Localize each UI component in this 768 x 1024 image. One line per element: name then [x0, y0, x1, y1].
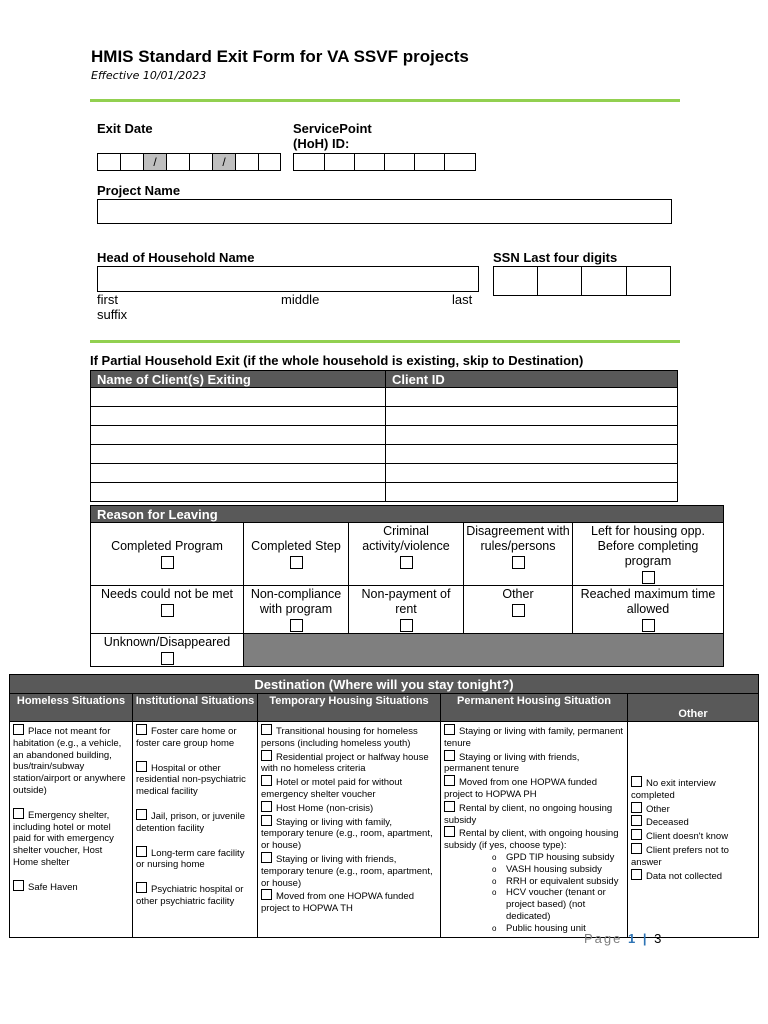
- option-label: No exit interview completed: [631, 778, 716, 801]
- date-separator: /: [144, 154, 167, 170]
- option-label: Residential project or halfway house with no homeless criteria: [261, 751, 429, 775]
- servicepoint-label-line1: ServicePoint: [293, 121, 372, 136]
- option-item: [13, 808, 129, 869]
- checkbox[interactable]: [400, 619, 413, 632]
- option-label: Client prefers not to answer: [631, 845, 729, 868]
- client-name-cell[interactable]: [91, 407, 386, 426]
- option-label: Client doesn't know: [646, 831, 729, 843]
- id-digit[interactable]: [294, 154, 325, 170]
- option-label: Foster care home or foster care group home: [136, 726, 237, 749]
- reason-label: Completed Step: [251, 539, 341, 553]
- option-label: Staying or living with friends, temporary tenure (e.g., room, apartment, or house): [261, 853, 433, 889]
- client-id-cell[interactable]: [386, 464, 678, 483]
- reason-option: [349, 523, 464, 586]
- option-item: [13, 880, 129, 894]
- table-row: [91, 483, 678, 502]
- client-id-cell[interactable]: [386, 388, 678, 407]
- option-label: Moved from one HOPWA funded project to HOPWA TH: [261, 891, 414, 915]
- reason-label: Non-compliance with program: [250, 587, 342, 616]
- client-id-cell[interactable]: [386, 407, 678, 426]
- client-name-cell[interactable]: [91, 426, 386, 445]
- reason-option: [464, 523, 573, 586]
- homeless-cell: [10, 722, 133, 938]
- checkbox[interactable]: [512, 604, 525, 617]
- option-label: Hotel or motel paid for without emergency shelter voucher: [261, 777, 403, 800]
- date-digit[interactable]: [236, 154, 259, 170]
- ssn-label: SSN Last four digits: [493, 250, 618, 265]
- option-label: Safe Haven: [28, 881, 78, 893]
- reason-label: Reached maximum time allowed: [580, 587, 716, 616]
- reason-label: Other: [502, 587, 534, 601]
- reason-label: Disagreement with rules/persons: [466, 524, 570, 553]
- table-row: [91, 407, 678, 426]
- checkbox[interactable]: [290, 619, 303, 632]
- page-word: Page: [584, 931, 623, 946]
- page-total: 3: [654, 931, 664, 946]
- checkbox[interactable]: [136, 882, 147, 893]
- id-digit[interactable]: [445, 154, 473, 170]
- hoh-name-input[interactable]: [97, 266, 479, 292]
- checkbox[interactable]: [631, 776, 642, 787]
- permanent-cell: [441, 722, 628, 938]
- checkbox[interactable]: [642, 619, 655, 632]
- checkbox[interactable]: [13, 808, 24, 819]
- option-label: Rental by client, with ongoing housing subsidy (if yes, choose type):: [444, 828, 619, 852]
- client-id-cell[interactable]: [386, 483, 678, 502]
- option-label: Data not collected: [646, 870, 723, 882]
- option-label: Deceased: [646, 817, 689, 829]
- date-digit[interactable]: [259, 154, 280, 170]
- option-item: [631, 869, 755, 883]
- ssn-digit[interactable]: [494, 267, 538, 295]
- checkbox[interactable]: [444, 826, 455, 837]
- ssn-digit[interactable]: [538, 267, 582, 295]
- option-item: [136, 809, 254, 835]
- checkbox[interactable]: [261, 724, 272, 735]
- option-item: [13, 724, 129, 797]
- subsidy-type-item[interactable]: o RRH or equivalent subsidy: [492, 876, 624, 888]
- option-item: [444, 775, 624, 801]
- col-permanent: Permanent Housing Situation: [441, 694, 628, 722]
- subsidy-type-item[interactable]: o GPD TIP housing subsidy: [492, 852, 624, 864]
- client-id-cell[interactable]: [386, 445, 678, 464]
- option-item: [444, 724, 624, 750]
- reason-option: [244, 523, 349, 586]
- option-item: [136, 846, 254, 872]
- institutional-cell: [133, 722, 258, 938]
- table-row: [91, 426, 678, 445]
- client-name-cell[interactable]: [91, 445, 386, 464]
- option-label: Transitional housing for homeless persons (including homeless youth): [261, 726, 418, 749]
- checkbox[interactable]: [631, 829, 642, 840]
- option-label: Long-term care facility or nursing home: [136, 847, 245, 871]
- ssn-input[interactable]: [493, 266, 671, 296]
- exit-date-label: Exit Date: [97, 121, 153, 136]
- option-item: [631, 843, 755, 869]
- servicepoint-id-input[interactable]: [293, 153, 476, 171]
- checkbox[interactable]: [290, 556, 303, 569]
- table-row: [91, 464, 678, 483]
- reason-option: [573, 586, 724, 634]
- option-item: [631, 829, 755, 843]
- option-label: Other: [646, 803, 670, 815]
- exit-date-input[interactable]: [97, 153, 281, 171]
- date-digit[interactable]: [190, 154, 213, 170]
- col-client-name: Name of Client(s) Exiting: [91, 371, 386, 388]
- col-client-id: Client ID: [386, 371, 678, 388]
- subsidy-type-item[interactable]: o Public housing unit: [492, 923, 624, 935]
- checkbox[interactable]: [136, 809, 147, 820]
- option-item: [444, 801, 624, 827]
- option-item: [261, 775, 437, 801]
- checkbox[interactable]: [444, 801, 455, 812]
- option-item: [136, 761, 254, 798]
- reason-label: Non-payment of rent: [361, 587, 451, 616]
- date-digit[interactable]: [167, 154, 190, 170]
- id-digit[interactable]: [415, 154, 445, 170]
- checkbox[interactable]: [161, 604, 174, 617]
- table-row: [91, 388, 678, 407]
- name-suffix-caption: suffix: [97, 307, 128, 322]
- col-institutional: Institutional Situations: [133, 694, 258, 722]
- option-item: [261, 889, 437, 915]
- hoh-name-label: Head of Household Name: [97, 250, 255, 265]
- client-name-cell[interactable]: [91, 388, 386, 407]
- option-label: Place not meant for habitation (e.g., a vehicle, an abandoned building, bus/train/subway station/airport or anywhere outside): [13, 726, 126, 796]
- name-middle-caption: middle: [281, 292, 320, 307]
- option-label: Staying or living with family, temporary tenure (e.g., room, apartment, or house): [261, 816, 433, 852]
- checkbox[interactable]: [261, 889, 272, 900]
- client-id-cell[interactable]: [386, 426, 678, 445]
- date-digit[interactable]: [121, 154, 144, 170]
- checkbox[interactable]: [444, 775, 455, 786]
- page-separator: |: [642, 931, 649, 946]
- checkbox[interactable]: [13, 880, 24, 891]
- destination-title: Destination (Where will you stay tonight?): [10, 675, 759, 694]
- checkbox[interactable]: [642, 571, 655, 584]
- checkbox[interactable]: [444, 750, 455, 761]
- option-label: Hospital or other residential non-psychiatric medical facility: [136, 762, 246, 798]
- col-other: Other: [628, 694, 759, 722]
- servicepoint-label: [293, 121, 372, 151]
- checkbox[interactable]: [261, 852, 272, 863]
- page-number: 1: [628, 931, 638, 946]
- effective-date: Effective 10/01/2023: [91, 69, 207, 82]
- option-item: [444, 750, 624, 776]
- checkbox[interactable]: [400, 556, 413, 569]
- option-label: Rental by client, no ongoing housing subsidy: [444, 802, 613, 826]
- reason-option: [91, 634, 244, 667]
- project-name-input[interactable]: [97, 199, 672, 224]
- reason-label: Unknown/Disappeared: [103, 635, 231, 649]
- id-digit[interactable]: [325, 154, 355, 170]
- option-item: [261, 852, 437, 889]
- option-item: [261, 750, 437, 776]
- servicepoint-label-line2: (HoH) ID:: [293, 136, 350, 151]
- option-label: Staying or living with friends, permanent tenure: [444, 751, 580, 775]
- checkbox[interactable]: [161, 556, 174, 569]
- checkbox[interactable]: [136, 724, 147, 735]
- temporary-cell: [258, 722, 441, 938]
- checkbox[interactable]: [631, 802, 642, 813]
- option-label: Jail, prison, or juvenile detention facility: [136, 810, 245, 834]
- partial-exit-table: [90, 370, 678, 502]
- ssn-digit[interactable]: [627, 267, 668, 295]
- client-name-cell[interactable]: [91, 483, 386, 502]
- divider-middle: [90, 340, 680, 343]
- reason-label: Left for housing opp. Before completing program: [591, 524, 705, 568]
- destination-table: [9, 674, 759, 938]
- checkbox[interactable]: [136, 761, 147, 772]
- option-label: Emergency shelter, including hotel or motel paid for with emergency shelter voucher, Host Home shelter: [13, 809, 114, 868]
- name-first-caption: first: [97, 292, 118, 307]
- reason-label: Completed Program: [111, 539, 223, 553]
- option-label: Moved from one HOPWA funded project to HOPWA PH: [444, 777, 597, 800]
- date-separator: /: [213, 154, 236, 170]
- checkbox[interactable]: [631, 869, 642, 880]
- form-title: HMIS Standard Exit Form for VA SSVF projects: [91, 47, 469, 66]
- option-item: [136, 882, 254, 908]
- checkbox[interactable]: [13, 724, 24, 735]
- table-row: [91, 445, 678, 464]
- option-item: [631, 815, 755, 829]
- reason-label: Criminal activity/violence: [362, 524, 450, 553]
- reason-option: [349, 586, 464, 634]
- client-name-cell[interactable]: [91, 464, 386, 483]
- name-last-caption: last: [452, 292, 473, 307]
- checkbox[interactable]: [261, 801, 272, 812]
- page-footer: [584, 931, 663, 946]
- reason-option: [464, 586, 573, 634]
- reason-for-leaving-table: [90, 505, 724, 667]
- checkbox[interactable]: [444, 724, 455, 735]
- divider-top: [90, 99, 680, 102]
- checkbox[interactable]: [261, 750, 272, 761]
- reason-label: Needs could not be met: [100, 587, 234, 601]
- ssn-digit[interactable]: [582, 267, 627, 295]
- checkbox[interactable]: [136, 846, 147, 857]
- reason-filler: [244, 634, 724, 667]
- project-name-label: Project Name: [97, 183, 181, 198]
- id-digit[interactable]: [385, 154, 415, 170]
- reason-option: [244, 586, 349, 634]
- col-temporary: Temporary Housing Situations: [258, 694, 441, 722]
- col-homeless: Homeless Situations: [10, 694, 133, 722]
- option-item: [136, 724, 254, 750]
- option-item: [261, 724, 437, 750]
- reason-option: [91, 586, 244, 634]
- checkbox[interactable]: [161, 652, 174, 665]
- option-item: [631, 776, 755, 802]
- checkbox[interactable]: [631, 815, 642, 826]
- reason-option: [573, 523, 724, 586]
- option-label: Staying or living with family, permanent tenure: [444, 726, 624, 749]
- option-item: [261, 801, 437, 815]
- date-digit[interactable]: [98, 154, 121, 170]
- partial-exit-heading: If Partial Household Exit (if the whole household is existing, skip to Destination): [90, 353, 584, 368]
- subsidy-type-list: [444, 852, 624, 935]
- option-item: [444, 826, 624, 852]
- reason-heading: Reason for Leaving: [91, 506, 724, 523]
- subsidy-type-item[interactable]: o HCV voucher (tenant or project based) (not dedicated): [492, 887, 624, 922]
- subsidy-type-item[interactable]: o VASH housing subsidy: [492, 864, 624, 876]
- option-item: [631, 802, 755, 816]
- other-cell: [628, 722, 759, 938]
- option-item: [261, 815, 437, 852]
- checkbox[interactable]: [512, 556, 525, 569]
- option-label: Psychiatric hospital or other psychiatric facility: [136, 884, 244, 907]
- checkbox[interactable]: [261, 775, 272, 786]
- checkbox[interactable]: [261, 815, 272, 826]
- id-digit[interactable]: [355, 154, 385, 170]
- reason-option: [91, 523, 244, 586]
- checkbox[interactable]: [631, 843, 642, 854]
- option-label: Host Home (non-crisis): [276, 802, 374, 814]
